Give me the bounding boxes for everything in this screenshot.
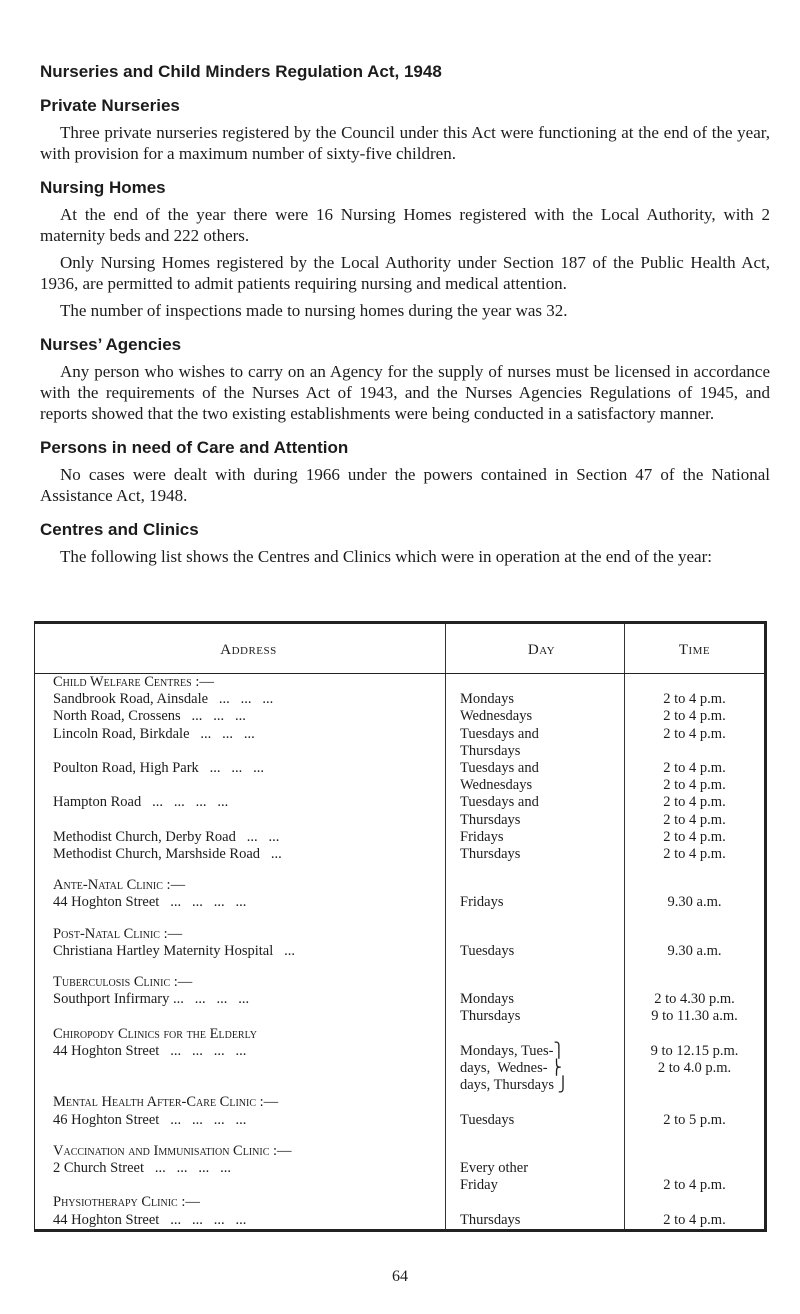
day-cell: Thursdays [446, 1008, 625, 1025]
time-cell [625, 743, 766, 760]
time-cell [625, 1194, 766, 1211]
time-cell: 2 to 4 p.m. [625, 812, 766, 829]
address-cell [35, 1177, 446, 1194]
spacer-row [35, 1129, 766, 1143]
time-cell: 2 to 4 p.m. [625, 726, 766, 743]
day-cell: Tuesdays and [446, 760, 625, 777]
group-heading-row [35, 974, 766, 991]
header-time: Time [625, 623, 766, 674]
table-row [35, 691, 766, 708]
address-cell: North Road, Crossens ... ... ... [53, 708, 246, 725]
table-row [35, 894, 766, 911]
spacer-cell [35, 863, 446, 877]
day-cell: Mondays [446, 991, 625, 1008]
time-cell: 2 to 4 p.m. [625, 846, 766, 863]
spacer-cell [446, 863, 625, 877]
address-cell: 44 Hoghton Street ... ... ... ... [53, 1211, 247, 1228]
table-row [35, 777, 766, 794]
address-cell [35, 1060, 446, 1077]
time-cell: 9.30 a.m. [625, 943, 766, 960]
day-cell: Mondays, Tues-⎫ [446, 1043, 625, 1060]
page-number: 64 [392, 1268, 408, 1285]
day-cell [446, 1194, 625, 1211]
time-cell [625, 974, 766, 991]
address-cell: Sandbrook Road, Ainsdale ... ... ... [53, 691, 274, 708]
section-heading: Nursing Homes [40, 178, 166, 197]
time-cell: 2 to 4 p.m. [625, 708, 766, 725]
spacer-cell [446, 912, 625, 926]
table-row [35, 1112, 766, 1129]
table-row [35, 726, 766, 743]
address-cell: 44 Hoghton Street ... ... ... ... [53, 1042, 247, 1059]
time-cell [625, 877, 766, 894]
day-cell: Tuesdays [446, 1112, 625, 1129]
section-heading: Centres and Clinics [40, 520, 199, 539]
paragraph: Any person who wishes to carry on an Agency for the supply of nurses must be licensed in accordance with the requirements of the Nurses Act of 1943, and the Nurses Agencies Regulations of 1945, and reports showed that the two existing establishments were being conducted in a satisfactory manner. [40, 362, 770, 423]
table-row [35, 991, 766, 1008]
time-cell: 2 to 4 p.m. [625, 777, 766, 794]
day-cell: Thursdays [446, 743, 625, 760]
section-heading: Persons in need of Care and Attention [40, 438, 349, 457]
day-cell [446, 877, 625, 894]
document-title: Nurseries and Child Minders Regulation Act, 1948 [40, 62, 442, 81]
table-row [35, 708, 766, 725]
address-cell [35, 1077, 446, 1094]
table-row [35, 1060, 766, 1077]
time-cell: 9.30 a.m. [625, 894, 766, 911]
document-body [40, 62, 770, 573]
address-cell: Lincoln Road, Birkdale ... ... ... [53, 725, 255, 742]
group-heading-row [35, 674, 766, 692]
spacer-cell [446, 1129, 625, 1143]
day-cell [446, 1026, 625, 1043]
day-cell: days, Wednes- ⎬ [446, 1060, 625, 1077]
header-day: Day [446, 623, 625, 674]
header-address: Address [35, 623, 446, 674]
day-cell: Mondays [446, 691, 625, 708]
spacer-cell [35, 912, 446, 926]
time-cell: 2 to 4 p.m. [625, 829, 766, 846]
group-heading-row [35, 926, 766, 943]
address-cell: Mental Health After-Care Clinic :— [53, 1094, 279, 1111]
spacer-cell [35, 960, 446, 974]
address-cell: Hampton Road ... ... ... ... [53, 794, 229, 811]
paragraph: At the end of the year there were 16 Nursing Homes registered with the Local Authority, with 2 maternity beds and 222 others. [40, 205, 770, 245]
spacer-cell [625, 960, 766, 974]
centres-clinics-table [34, 621, 767, 1232]
time-cell [625, 1026, 766, 1043]
spacer-cell [625, 912, 766, 926]
spacer-row [35, 863, 766, 877]
paragraph: No cases were dealt with during 1966 under the powers contained in Section 47 of the National Assistance Act, 1948. [40, 465, 770, 505]
group-heading-row [35, 1026, 766, 1043]
table-row [35, 812, 766, 829]
paragraph: Only Nursing Homes registered by the Local Authority under Section 187 of the Public Health Act, 1936, are permitted to admit patients requiring nursing and medical attention. [40, 253, 770, 293]
day-cell [446, 1094, 625, 1111]
day-cell: Thursdays [446, 846, 625, 863]
address-cell [35, 812, 446, 829]
spacer-cell [35, 1129, 446, 1143]
day-cell [446, 974, 625, 991]
day-cell: Fridays [446, 894, 625, 911]
day-cell: Every other [446, 1160, 625, 1177]
address-cell: 46 Hoghton Street ... ... ... ... [53, 1111, 247, 1128]
address-cell: Physiotherapy Clinic :— [53, 1194, 200, 1211]
time-cell: 2 to 4 p.m. [625, 691, 766, 708]
table-row [35, 1177, 766, 1194]
table-row [35, 943, 766, 960]
spacer-cell [625, 863, 766, 877]
day-cell: Tuesdays and [446, 794, 625, 811]
day-cell: Tuesdays and [446, 726, 625, 743]
group-heading-row [35, 1094, 766, 1111]
time-cell: 2 to 4 p.m. [625, 760, 766, 777]
address-cell: Christiana Hartley Maternity Hospital ... [53, 942, 296, 959]
table-row [35, 1212, 766, 1231]
address-cell: 2 Church Street ... ... ... ... [53, 1160, 232, 1177]
address-cell [35, 777, 446, 794]
group-heading-row [35, 877, 766, 894]
address-cell [35, 743, 446, 760]
address-cell: Chiropody Clinics for the Elderly [53, 1025, 257, 1042]
sections-container [40, 96, 770, 567]
time-cell: 2 to 4.30 p.m. [625, 991, 766, 1008]
spacer-cell [625, 1129, 766, 1143]
table-row [35, 794, 766, 811]
table-row [35, 743, 766, 760]
day-cell [446, 1143, 625, 1160]
time-cell: 9 to 12.15 p.m. [625, 1043, 766, 1060]
time-cell: 2 to 5 p.m. [625, 1112, 766, 1129]
address-cell: Methodist Church, Marshside Road ... [53, 846, 282, 863]
group-heading-row [35, 1194, 766, 1211]
section-heading: Nurses’ Agencies [40, 335, 182, 354]
address-cell: Methodist Church, Derby Road ... ... [53, 828, 280, 845]
table-header-row [35, 623, 766, 674]
address-cell: Southport Infirmary ... ... ... ... [53, 991, 250, 1008]
address-cell: Vaccination and Immunisation Clinic :— [53, 1142, 292, 1159]
table-row [35, 829, 766, 846]
table-row [35, 760, 766, 777]
time-cell [625, 1160, 766, 1177]
time-cell [625, 674, 766, 692]
paragraph: The number of inspections made to nursing homes during the year was 32. [60, 301, 568, 320]
table-row [35, 1043, 766, 1060]
table-row [35, 846, 766, 863]
time-cell: 2 to 4.0 p.m. [625, 1060, 766, 1077]
paragraph: Three private nurseries registered by the Council under this Act were functioning at the end of the year, with provision for a maximum number of sixty-five children. [40, 123, 770, 163]
address-cell: Post-Natal Clinic :— [53, 925, 183, 942]
time-cell [625, 1077, 766, 1094]
address-cell: Child Welfare Centres :— [53, 674, 214, 690]
time-cell [625, 926, 766, 943]
day-cell: Wednesdays [446, 708, 625, 725]
time-cell: 9 to 11.30 a.m. [625, 1008, 766, 1025]
time-cell [625, 1143, 766, 1160]
section-heading: Private Nurseries [40, 96, 180, 115]
spacer-row [35, 960, 766, 974]
day-cell: Friday [446, 1177, 625, 1194]
day-cell: Wednesdays [446, 777, 625, 794]
table-body [35, 674, 766, 1231]
day-cell: days, Thursdays ⎭ [446, 1077, 625, 1094]
address-cell: Ante-Natal Clinic :— [53, 877, 186, 894]
address-cell: Tuberculosis Clinic :— [53, 974, 193, 991]
time-cell: 2 to 4 p.m. [625, 794, 766, 811]
time-cell: 2 to 4 p.m. [625, 1177, 766, 1194]
day-cell: Thursdays [446, 1212, 625, 1231]
day-cell: Thursdays [446, 812, 625, 829]
table-row [35, 1077, 766, 1094]
group-heading-row [35, 1143, 766, 1160]
address-cell: 44 Hoghton Street ... ... ... ... [53, 894, 247, 911]
spacer-row [35, 912, 766, 926]
day-cell [446, 674, 625, 692]
table-row [35, 1008, 766, 1025]
time-cell: 2 to 4 p.m. [625, 1212, 766, 1231]
address-cell [35, 1008, 446, 1025]
day-cell: Tuesdays [446, 943, 625, 960]
table-row [35, 1160, 766, 1177]
paragraph: The following list shows the Centres and Clinics which were in operation at the end of the year: [60, 547, 712, 566]
day-cell [446, 926, 625, 943]
day-cell: Fridays [446, 829, 625, 846]
spacer-cell [446, 960, 625, 974]
time-cell [625, 1094, 766, 1111]
address-cell: Poulton Road, High Park ... ... ... [53, 760, 265, 777]
